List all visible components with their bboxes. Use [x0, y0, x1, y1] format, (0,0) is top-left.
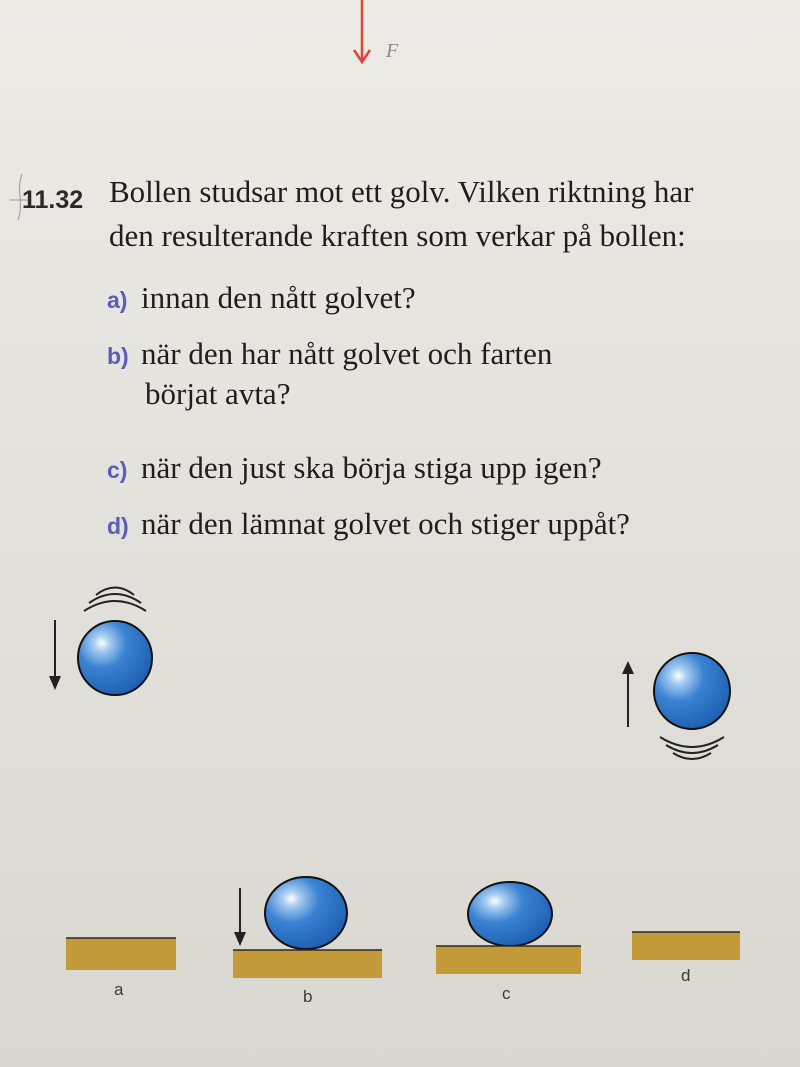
- falling-ball-group: [49, 588, 152, 696]
- subquestion-text: när den lämnat golvet och stiger uppåt?: [141, 506, 630, 541]
- floor-a: [66, 938, 176, 970]
- subquestion-letter: b): [107, 343, 129, 369]
- up-arrow-head: [622, 661, 634, 674]
- down-arrow-head: [234, 932, 246, 946]
- force-label: F: [386, 40, 399, 62]
- question-line: den resulterande kraften som verkar på bollen:: [109, 218, 686, 253]
- subquestion-text: innan den nått golvet?: [141, 280, 416, 315]
- motion-lines-bottom: [660, 737, 724, 759]
- problem-number: 11.32: [22, 186, 84, 214]
- ball-icon: [78, 621, 152, 695]
- subquestion-letter: c): [107, 457, 128, 483]
- panel-label-a: a: [114, 980, 124, 999]
- subquestion-letter: a): [107, 287, 128, 313]
- floor-c: [436, 946, 581, 974]
- subquestion-c: [107, 450, 602, 486]
- ball-icon: [468, 882, 552, 946]
- subquestion-a: [107, 280, 416, 316]
- panel-label-b: b: [303, 987, 313, 1006]
- rising-ball-group: [622, 653, 730, 759]
- subquestion-b: [107, 336, 552, 412]
- panel-label-c: c: [502, 984, 511, 1003]
- subquestion-text: när den har nått golvet och farten: [141, 336, 553, 371]
- ball-icon: [654, 653, 730, 729]
- question-text: [109, 170, 789, 258]
- panel-label-d: d: [681, 966, 691, 985]
- subquestion-text: när den just ska börja stiga upp igen?: [141, 450, 602, 485]
- floor-b: [233, 950, 382, 978]
- force-arrow-figure: [340, 0, 420, 80]
- subquestion-letter: d): [107, 513, 129, 539]
- question-line: Bollen studsar mot ett golv. Vilken riktning har: [109, 174, 694, 209]
- floor-d: [632, 932, 740, 960]
- down-arrow-head: [49, 676, 61, 690]
- motion-lines-top: [84, 588, 146, 612]
- ball-icon: [265, 877, 347, 949]
- subquestion-d: [107, 506, 630, 542]
- subquestion-text-continued: börjat avta?: [145, 376, 291, 411]
